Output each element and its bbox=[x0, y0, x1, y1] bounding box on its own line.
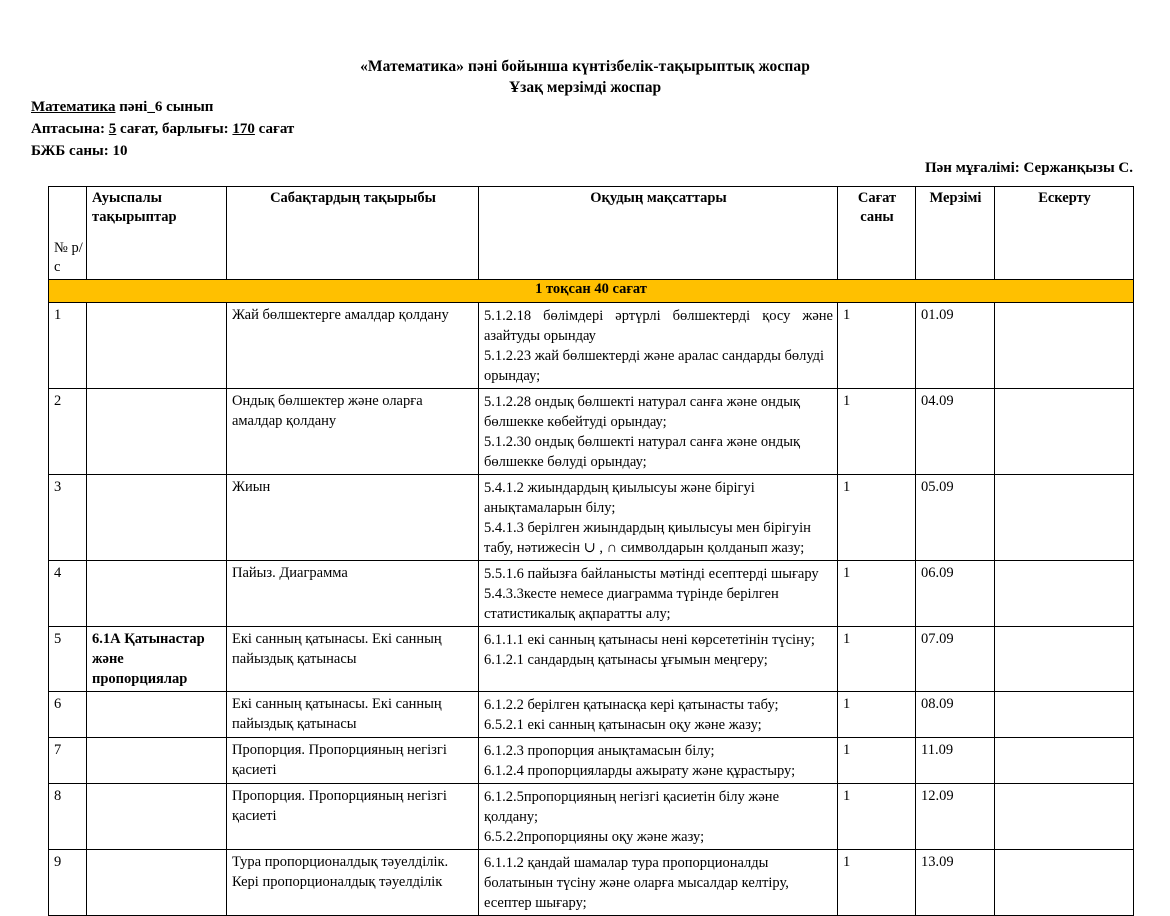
cell-rotating-theme bbox=[87, 692, 227, 738]
cell-date: 04.09 bbox=[916, 389, 995, 475]
cell-lesson-topic: Жиын bbox=[227, 475, 479, 561]
cell-rotating-theme bbox=[87, 389, 227, 475]
objective-line: табу, нәтижесін ∪ , ∩ символдарын қолданып жазу; bbox=[484, 540, 805, 556]
cell-learning-objectives bbox=[479, 784, 838, 850]
cell-learning-objectives bbox=[479, 850, 838, 916]
header-cell-lesson-topics: Сабақтардың тақырыбы bbox=[227, 187, 479, 280]
table-row bbox=[49, 475, 1134, 561]
objective-line: бөлшекке көбейтуді орындау; bbox=[484, 414, 667, 430]
table-row bbox=[49, 850, 1134, 916]
cell-number: 7 bbox=[49, 738, 87, 784]
cell-lesson-topic: Ондық бөлшектер және оларға амалдар қолдану bbox=[227, 389, 479, 475]
document-subtitle: Ұзақ мерзімді жоспар bbox=[508, 79, 662, 96]
objective-line: 6.1.2.4 пропорцияларды ажырату және құрастыру; bbox=[484, 763, 796, 779]
cell-date: 07.09 bbox=[916, 627, 995, 692]
meta-total-suffix: сағат bbox=[254, 121, 295, 137]
meta-block bbox=[31, 96, 294, 162]
cell-learning-objectives bbox=[479, 389, 838, 475]
cell-number: 5 bbox=[49, 627, 87, 692]
cell-date: 06.09 bbox=[916, 561, 995, 627]
meta-subject-underlined: Математика bbox=[31, 99, 116, 115]
objective-line: есептер шығару; bbox=[484, 895, 587, 911]
cell-note bbox=[995, 475, 1134, 561]
cell-note bbox=[995, 389, 1134, 475]
cell-date: 11.09 bbox=[916, 738, 995, 784]
objective-line: статистикалық ақпаратты алу; bbox=[484, 606, 671, 622]
cell-number: 2 bbox=[49, 389, 87, 475]
cell-rotating-theme bbox=[87, 738, 227, 784]
cell-rotating-theme bbox=[87, 784, 227, 850]
objective-line: орындау; bbox=[484, 368, 541, 384]
table-row bbox=[49, 561, 1134, 627]
cell-note bbox=[995, 738, 1134, 784]
cell-number: 4 bbox=[49, 561, 87, 627]
cell-learning-objectives bbox=[479, 692, 838, 738]
cell-number: 6 bbox=[49, 692, 87, 738]
calendar-thematic-plan-table bbox=[48, 186, 1134, 916]
header-cell-learning-objectives: Оқудың мақсаттары bbox=[479, 187, 838, 280]
cell-date: 05.09 bbox=[916, 475, 995, 561]
objective-line: 5.1.2.28 ондық бөлшекті натурал санға және ондық bbox=[484, 394, 801, 410]
objective-line: 5.1.2.30 ондық бөлшекті натурал санға және ондық bbox=[484, 434, 801, 450]
objective-line: 6.1.1.2 қандай шамалар тура пропорционалды bbox=[484, 855, 769, 871]
objective-line: 5.4.1.3 берілген жиындардың қиылысуы мен бірігуін bbox=[484, 520, 811, 536]
cell-rotating-theme bbox=[87, 475, 227, 561]
objective-line: бөлшекке бөлуді орындау; bbox=[484, 454, 647, 470]
quarter-banner-row bbox=[49, 280, 1134, 303]
header-number-label: № р/с bbox=[54, 240, 83, 275]
cell-hours: 1 bbox=[838, 627, 916, 692]
cell-learning-objectives bbox=[479, 303, 838, 389]
objective-line: 6.1.2.3 пропорция анықтамасын білу; bbox=[484, 743, 715, 759]
cell-lesson-topic: Жай бөлшектерге амалдар қолдану bbox=[227, 303, 479, 389]
cell-lesson-topic: Пропорция. Пропорцияның негізгі қасиеті bbox=[227, 784, 479, 850]
cell-lesson-topic: Екі санның қатынасы. Екі санның пайыздық қатынасы bbox=[227, 627, 479, 692]
cell-hours: 1 bbox=[838, 561, 916, 627]
meta-bzhb-line: БЖБ саны: 10 bbox=[31, 143, 128, 159]
cell-number: 1 bbox=[49, 303, 87, 389]
cell-lesson-topic: Пайыз. Диаграмма bbox=[227, 561, 479, 627]
cell-date: 08.09 bbox=[916, 692, 995, 738]
cell-rotating-theme bbox=[87, 303, 227, 389]
meta-total-value: 170 bbox=[232, 121, 255, 137]
objective-line: 5.1.2.23 жай бөлшектерді және аралас сандарды бөлуді bbox=[484, 348, 825, 364]
cell-learning-objectives bbox=[479, 627, 838, 692]
cell-note bbox=[995, 850, 1134, 916]
cell-note bbox=[995, 303, 1134, 389]
cell-hours: 1 bbox=[838, 850, 916, 916]
header-cell-date: Мерзімі bbox=[916, 187, 995, 280]
cell-number: 3 bbox=[49, 475, 87, 561]
cell-hours: 1 bbox=[838, 389, 916, 475]
table-row bbox=[49, 738, 1134, 784]
title-block bbox=[0, 56, 1170, 98]
table-row bbox=[49, 692, 1134, 738]
objective-line: 5.4.1.2 жиындардың қиылысуы және бірігуі bbox=[484, 480, 755, 496]
table-header-row bbox=[49, 187, 1134, 280]
table-row bbox=[49, 627, 1134, 692]
objective-line: 5.5.1.6 пайызға байланысты мәтінді есептерді шығару bbox=[484, 566, 819, 582]
objective-line: 5.1.2.18 бөлімдері әртүрлі бөлшектерді қосу және bbox=[484, 308, 833, 324]
objective-line: 6.1.2.2 берілген қатынасқа кері қатынасты табу; bbox=[484, 697, 779, 713]
cell-learning-objectives bbox=[479, 561, 838, 627]
objective-line: азайтуды орындау bbox=[484, 328, 596, 344]
objective-line: 5.4.3.3кесте немесе диаграмма түрінде берілген bbox=[484, 586, 779, 602]
cell-hours: 1 bbox=[838, 475, 916, 561]
meta-hours-line bbox=[31, 118, 294, 140]
meta-week-mid: сағат, барлығы: bbox=[116, 121, 233, 137]
meta-week-prefix: Аптасына: bbox=[31, 121, 109, 137]
cell-hours: 1 bbox=[838, 784, 916, 850]
cell-rotating-theme: 6.1А Қатынастар және пропорциялар bbox=[87, 627, 227, 692]
objective-line: болатынын түсіну және оларға мысалдар келтіру, bbox=[484, 875, 789, 891]
cell-hours: 1 bbox=[838, 692, 916, 738]
cell-note bbox=[995, 627, 1134, 692]
cell-rotating-theme bbox=[87, 850, 227, 916]
cell-note bbox=[995, 692, 1134, 738]
objective-line: 6.5.2.1 екі санның қатынасын оқу және жазу; bbox=[484, 717, 762, 733]
cell-hours: 1 bbox=[838, 303, 916, 389]
cell-date: 12.09 bbox=[916, 784, 995, 850]
cell-note bbox=[995, 784, 1134, 850]
objective-line: 6.1.2.1 сандардың қатынасы ұғымын меңгеру; bbox=[484, 652, 768, 668]
cell-rotating-theme bbox=[87, 561, 227, 627]
cell-learning-objectives bbox=[479, 738, 838, 784]
cell-date: 01.09 bbox=[916, 303, 995, 389]
cell-lesson-topic: Тура пропорционалдық тәуелділік. Кері пропорционалдық тәуелділік bbox=[227, 850, 479, 916]
table-row bbox=[49, 389, 1134, 475]
cell-lesson-topic: Пропорция. Пропорцияның негізгі қасиеті bbox=[227, 738, 479, 784]
meta-week-value: 5 bbox=[108, 121, 117, 137]
meta-subject-line bbox=[31, 96, 294, 118]
header-cell-number bbox=[49, 187, 87, 280]
objective-line: 6.1.1.1 екі санның қатынасы нені көрсететінін түсіну; bbox=[484, 632, 815, 648]
objective-line: анықтамаларын білу; bbox=[484, 500, 616, 516]
cell-lesson-topic: Екі санның қатынасы. Екі санның пайыздық қатынасы bbox=[227, 692, 479, 738]
header-cell-rotating-themes: Ауыспалы тақырыптар bbox=[87, 187, 227, 280]
document-title: «Математика» пәні бойынша күнтізбелік-тақырыптық жоспар bbox=[360, 58, 810, 75]
header-cell-hours: Сағат саны bbox=[838, 187, 916, 280]
header-cell-note: Ескерту bbox=[995, 187, 1134, 280]
cell-date: 13.09 bbox=[916, 850, 995, 916]
cell-learning-objectives bbox=[479, 475, 838, 561]
table-row bbox=[49, 303, 1134, 389]
table-row bbox=[49, 784, 1134, 850]
quarter-banner-cell: 1 тоқсан 40 сағат bbox=[49, 280, 1134, 303]
cell-hours: 1 bbox=[838, 738, 916, 784]
meta-subject-rest: пәні_6 сынып bbox=[115, 99, 214, 115]
teacher-line: Пән мұғалімі: Сержанқызы С. bbox=[924, 160, 1133, 176]
objective-line: 6.5.2.2пропорцияны оқу және жазу; bbox=[484, 829, 705, 845]
cell-note bbox=[995, 561, 1134, 627]
cell-number: 8 bbox=[49, 784, 87, 850]
objective-line: 6.1.2.5пропорцияның негізгі қасиетін білу және қолдану; bbox=[484, 789, 779, 825]
cell-number: 9 bbox=[49, 850, 87, 916]
